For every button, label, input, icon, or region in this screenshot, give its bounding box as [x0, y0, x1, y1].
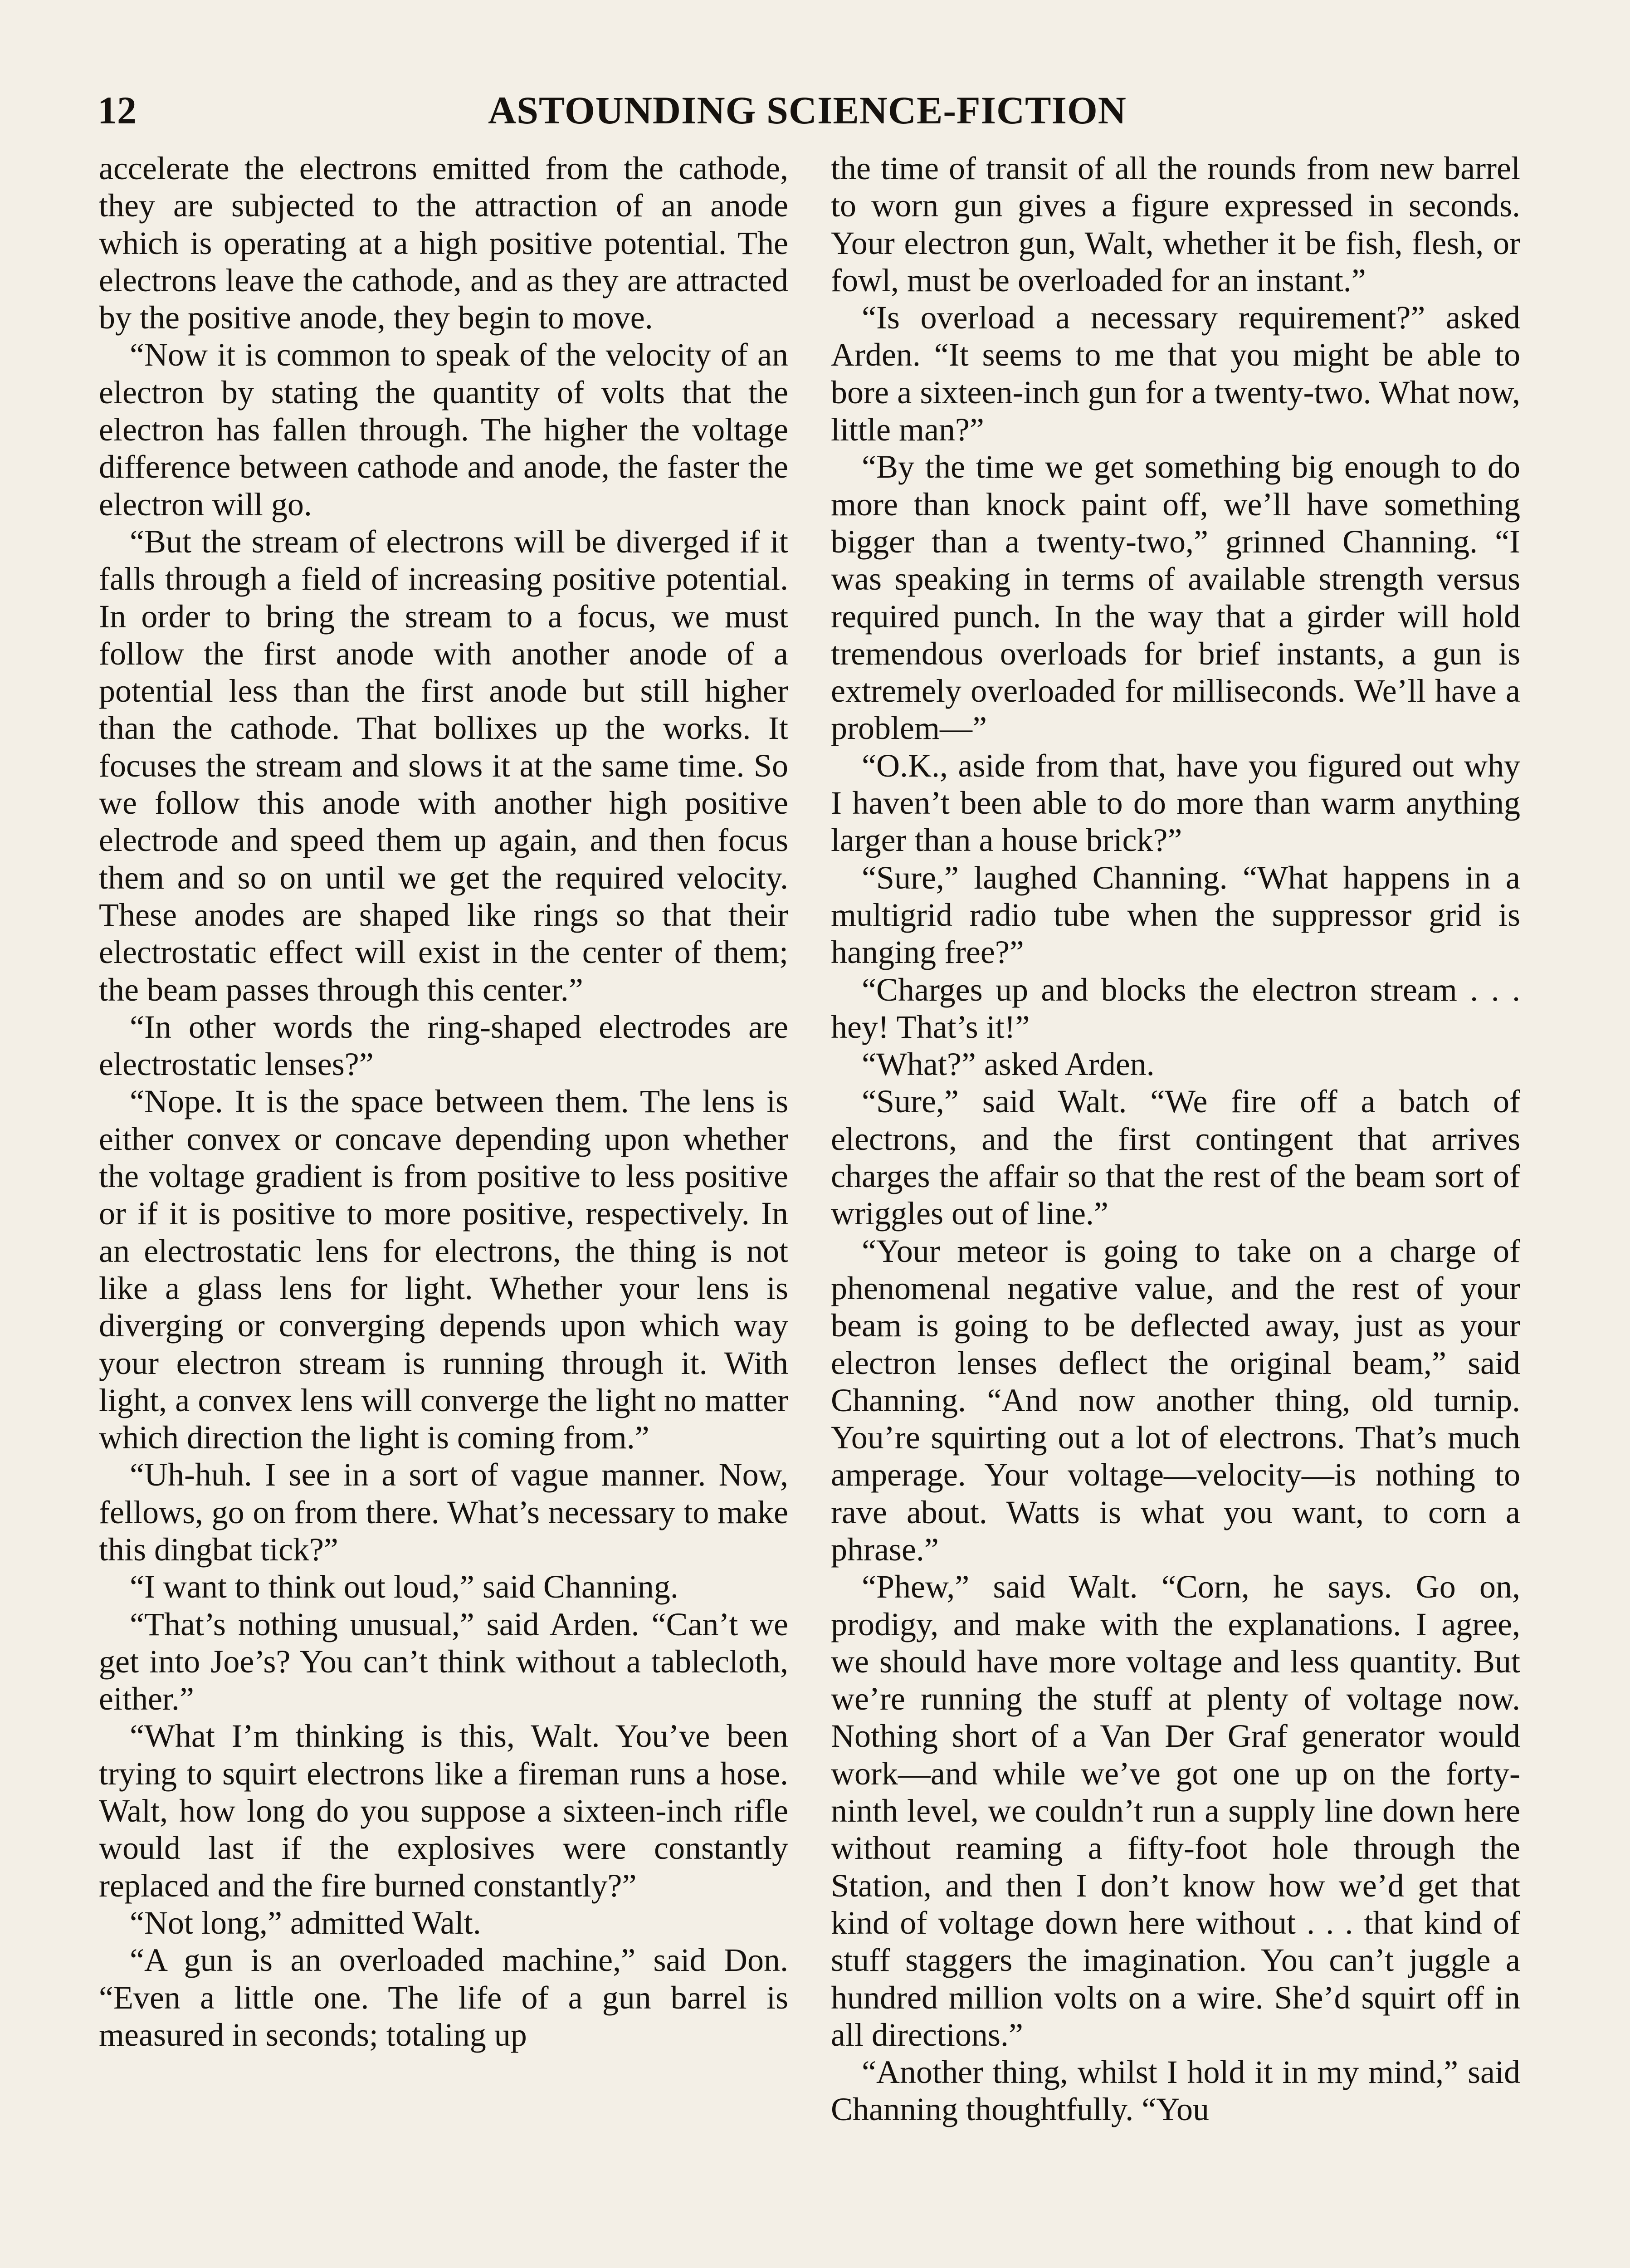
paragraph: “Is overload a necessary requirement?” asked Arden. “It seems to me that you might be able to bore a sixteen-inch gun for a twenty-two. What now, little man?” — [831, 299, 1520, 448]
magazine-title: ASTOUNDING SCIENCE-FICTION — [488, 88, 1127, 132]
paragraph: “A gun is an overloaded machine,” said Don. “Even a little one. The life of a gun barrel is measured in seconds; totaling up — [99, 1942, 788, 2053]
paragraph: “In other words the ring-shaped electrodes are electrostatic lenses?” — [99, 1008, 788, 1083]
left-column — [99, 150, 788, 2053]
paragraph: “I want to think out loud,” said Channing. — [130, 1569, 678, 1605]
paragraph: “But the stream of electrons will be diverged if it falls through a field of increasing positive potential. In order to bring the stream to a focus, we must follow the first anode with another anode of a potential less than the first anode but still higher than the cathode. That bollixes up the works. It focuses the stream and slows it at the same time. So we follow this anode with another high positive electrode and speed them up again, and then focus them and so on until we get the required velocity. These anodes are shaped like rings so that their electrostatic effect will exist in the center of them; the beam passes through this center.” — [99, 523, 788, 1008]
right-column — [831, 150, 1520, 2128]
paragraph: “Phew,” said Walt. “Corn, he says. Go on, prodigy, and make with the explanations. I agree, we should have more voltage and less quantity. But we’re running the stuff at plenty of voltage now. Nothing short of a Van Der Graf generator would work—and while we’ve got one up on the forty-ninth level, we couldn’t run a supply line down here without reaming a fifty-foot hole through the Station, and then I don’t know how we’d get that kind of voltage down here without . . . that kind of stuff staggers the imagination. You can’t juggle a hundred million volts on a wire. She’d squirt off in all directions.” — [831, 1569, 1520, 2053]
paragraph: “O.K., aside from that, have you figured out why I haven’t been able to do more than warm anything larger than a house brick?” — [831, 747, 1520, 859]
paragraph: “By the time we get something big enough to do more than knock paint off, we’ll have something bigger than a twenty-two,” grinned Channing. “I was speaking in terms of available strength versus required punch. In the way that a girder will hold tremendous overloads for brief instants, a gun is extremely overloaded for milliseconds. We’ll have a problem—” — [831, 449, 1520, 747]
paragraph: “What I’m thinking is this, Walt. You’ve been trying to squirt electrons like a fireman runs a hose. Walt, how long do you suppose a sixteen-inch rifle would last if the explosives were constantly replaced and the fire burned constantly?” — [99, 1718, 788, 1904]
paragraph: “Charges up and blocks the electron stream . . . hey! That’s it!” — [831, 971, 1520, 1045]
paragraph: “Your meteor is going to take on a charge of phenomenal negative value, and the rest of your beam is going to be deflected away, just as your electron lenses deflect the original beam,” said Channing. “And now another thing, old turnip. You’re squirting out a lot of electrons. That’s much amperage. Your voltage—velocity—is nothing to rave about. Watts is what you want, to corn a phrase.” — [831, 1232, 1520, 1568]
paragraph: “Now it is common to speak of the velocity of an electron by stating the quantity of volts that the electron has fallen through. The higher the voltage difference between cathode and anode, the faster the electron will go. — [99, 337, 788, 523]
paragraph: “Nope. It is the space between them. The lens is either convex or concave depending upon whether the voltage gradient is from positive to less positive or if it is positive to more positive, respectively. In an electrostatic lens for electrons, the thing is not like a glass lens for light. Whether your lens is diverging or converging depends upon which way your electron stream is running through it. With light, a convex lens will converge the light no matter which direction the light is coming from.” — [99, 1083, 788, 1456]
paragraph: “That’s nothing unusual,” said Arden. “Can’t we get into Joe’s? You can’t think without a tablecloth, either.” — [99, 1606, 788, 1717]
paragraph: “Sure,” laughed Channing. “What happens in a multigrid radio tube when the suppressor grid is hanging free?” — [831, 859, 1520, 971]
paragraph: “Not long,” admitted Walt. — [130, 1904, 481, 1941]
paragraph: “What?” asked Arden. — [862, 1046, 1155, 1083]
paragraph: accelerate the electrons emitted from the cathode, they are subjected to the attraction of an anode which is operating at a high positive potential. The electrons leave the cathode, and as they are attracted by the positive anode, they begin to move. — [99, 150, 788, 336]
paragraph: the time of transit of all the rounds from new barrel to worn gun gives a figure expressed in seconds. Your electron gun, Walt, whether it be fish, flesh, or fowl, must be overloaded for an instant.” — [831, 150, 1520, 298]
paragraph: “Sure,” said Walt. “We fire off a batch of electrons, and the first contingent that arrives charges the affair so that the rest of the beam sort of wriggles out of line.” — [831, 1083, 1520, 1232]
page-number: 12 — [98, 88, 137, 132]
paragraph: “Uh-huh. I see in a sort of vague manner. Now, fellows, go on from there. What’s necessary to make this dingbat tick?” — [99, 1457, 788, 1568]
paragraph: “Another thing, whilst I hold it in my mind,” said Channing thoughtfully. “You — [831, 2054, 1520, 2128]
page-header — [98, 85, 1517, 135]
